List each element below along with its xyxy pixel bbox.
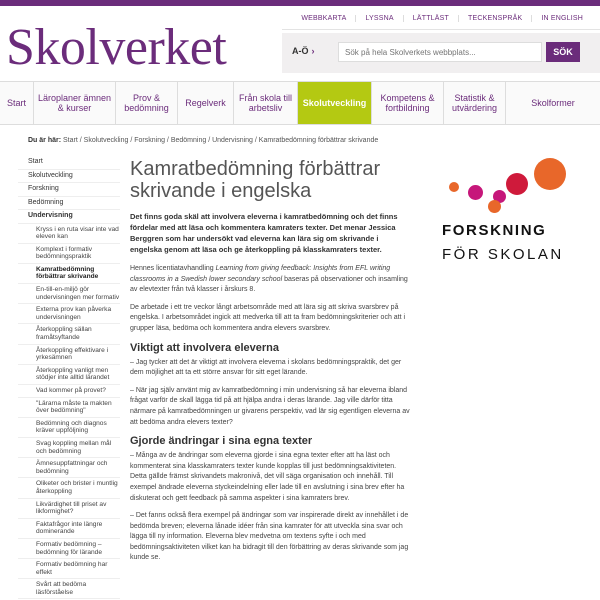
util-teckensprak[interactable]: TECKENSPRÅK (458, 15, 531, 22)
skolverket-logo[interactable]: Skolverket (6, 19, 227, 76)
for-skolan-text: FÖR SKOLAN (442, 246, 564, 263)
util-in-english[interactable]: IN ENGLISH (531, 15, 592, 22)
logo-dot (534, 158, 566, 190)
sidebar-subitem[interactable]: Återkoppling sällan framåtsyftande (18, 324, 120, 344)
nav-skolutveckling[interactable]: Skolutveckling (298, 82, 372, 124)
search-button[interactable]: SÖK (546, 42, 580, 62)
logo-dot (449, 182, 459, 192)
sidebar-item-skolutveckling[interactable]: Skolutveckling (18, 170, 120, 184)
sidebar-subitem[interactable]: Svag koppling mellan mål och bedömning (18, 438, 120, 458)
breadcrumb-start[interactable]: Start (63, 137, 78, 144)
nav-kompetens[interactable]: Kompetens & fortbildning (372, 82, 444, 124)
sidebar-subitem[interactable]: "Lärarna måste ta makten över bedömning" (18, 398, 120, 418)
article-paragraph: – Många av de ändringar som eleverna gjorde i sina egna texter efter att ha läst och kommenterat sina klasskamraters texter kunde kopplas till just bedömningsaktiviteten. Detta gällde främst skrivandets makronivå, det vill säga organisation och innehåll. Till exempel ändrade eleverna styckeindelning eller lade till en avslutning i sina brev efter ha diskuterat och gett feedback på samma aspekter i sina kamraters brev. (130, 452, 405, 502)
nav-prov-bedomning[interactable]: Prov & bedömning (116, 82, 178, 124)
sidebar-subitem[interactable]: Vad kommer på provet? (18, 385, 120, 398)
sidebar-item-start[interactable]: Start (18, 156, 120, 170)
nav-regelverk[interactable]: Regelverk (178, 82, 234, 124)
nav-fran-skola[interactable]: Från skola till arbetsliv (234, 82, 298, 124)
sidebar-item-bedomning[interactable]: Bedömning (18, 197, 120, 211)
sidebar-subitem[interactable]: Faktafrågor inte längre dominerande (18, 519, 120, 539)
article-paragraph: Hennes licentiatavhandling Learning from giving feedback: Insights from EFL writing classrooms in a Swedish lower secondary school baseras på observationer och insamling av elevtexter från två klasser i årskurs 8. (130, 265, 408, 294)
search-input[interactable] (338, 42, 542, 62)
chevron-right-icon: › (311, 46, 315, 56)
sidebar-subitem[interactable]: Oliketer och brister i muntlig återkoppling (18, 478, 120, 498)
top-accent-bar (0, 0, 600, 6)
article-paragraph: – Det fanns också flera exempel på ändringar som var inspirerade direkt av innehållet i de bedömda breven; eleverna lånade idéer från sina kamrater för att utveckla sina svar och lägga till ny information. Eleverna blev medvetna om textens syfte i och med bedömningsaktiviteten vilket kan ha bidragit till den förbättring av deras skrivande som jag kunde se. (130, 512, 409, 562)
sidebar-subitem[interactable]: Externa prov kan påverka undervisningen (18, 304, 120, 324)
sidebar-subitem[interactable]: Återkoppling effektivare i yrkesämnen (18, 345, 120, 365)
sidebar-subitem[interactable]: Kryss i en ruta visar inte vad eleven kan (18, 224, 120, 244)
a-o-index-link[interactable]: A-Ö › (292, 46, 315, 56)
logo-dot (488, 200, 501, 213)
nav-laroplaner[interactable]: Läroplaner ämnen & kurser (34, 82, 116, 124)
breadcrumb-label: Du är här: (28, 137, 62, 144)
sidebar-subitem[interactable]: Formativ bedömning – bedömning för lärande (18, 539, 120, 559)
nav-skolformer[interactable]: Skolformer (531, 98, 575, 108)
breadcrumb: Du är här: Start / Skolutveckling / Forskning / Bedömning / Undervisning / Kamratbedömning förbättrar skrivande (28, 137, 379, 144)
utility-bar (282, 8, 600, 30)
sidebar-item-forskning[interactable]: Forskning (18, 183, 120, 197)
main-nav (0, 81, 600, 125)
breadcrumb-bedomning[interactable]: Bedömning (170, 137, 207, 144)
article (130, 158, 410, 571)
page-title: Kamratbedömning förbättrar skrivande i engelska (130, 158, 381, 202)
sidebar-subitem[interactable]: En-till-en-miljö gör undervisningen mer formativ (18, 284, 120, 304)
forskning-text: FORSKNING (442, 222, 547, 239)
article-lead: Det finns goda skäl att involvera eleverna i kamratbedömning och det finns fördelar med att läsa och kommentera kamraters texter. Det menar Jessica Berggren som har undersökt vad eleverna kan lära sig om skrivande i engelska genom att läsa och ge återkoppling på klasskamraters texter. (130, 212, 398, 254)
sidebar-subitem[interactable]: Svårt att bedöma läsförståelse (18, 579, 120, 599)
breadcrumb-skolutveckling[interactable]: Skolutveckling (83, 137, 129, 144)
article-paragraph: De arbetade i ett tre veckor långt arbetsområde med att lära sig att skriva svarsbrev på engelska. I arbetsområdet ingick att medverka till att ta fram bedömningskriterier och att i grupper läsa, bedöma och kommentera andra elevers svarsbrev. (130, 303, 406, 332)
sidebar-subitem[interactable]: Bedömning och diagnos kräver uppföljning (18, 418, 120, 438)
logo-dot (468, 185, 483, 200)
sidebar-subitem[interactable]: Komplext i formativ bedömningspraktik (18, 244, 120, 264)
breadcrumb-forskning[interactable]: Forskning (134, 137, 165, 144)
section-heading: Gjorde ändringar i sina egna texter (130, 435, 313, 448)
util-lyssna[interactable]: LYSSNA (355, 15, 402, 22)
sidebar-subitem[interactable]: Likvärdighet till priset av likformighet? (18, 499, 120, 519)
sidebar-subitem[interactable]: Formativ bedömning har effekt (18, 559, 120, 579)
article-paragraph: – Jag tycker att det är viktigt att involvera eleverna i skolans bedömningspraktik, det ger dem möjlighet att ta ett större ansvar för sitt eget lärande. (130, 358, 402, 377)
nav-statistik[interactable]: Statistik & utvärdering (444, 82, 506, 124)
nav-start[interactable]: Start (0, 82, 34, 124)
article-paragraph: – När jag själv använt mig av kamratbedömning i min undervisning så har eleverna ibland frågat varför de skall lägga tid på att hjälpa andra i deras lärande. Jag ville därför titta närmare på kamratbedömningen ur givarens perspektiv, vad lär sig egentligen eleverna av att bedöma andra elevers texter? (130, 386, 410, 426)
logo-dot (506, 173, 528, 195)
sidebar-subitem-current[interactable]: Kamratbedömning förbättrar skrivande (18, 264, 120, 284)
sidebar-item-undervisning[interactable]: Undervisning (18, 210, 120, 224)
sidebar-nav (18, 156, 120, 599)
util-lattlast[interactable]: LÄTTLÄST (403, 15, 458, 22)
sidebar-subitem[interactable]: Återkoppling vanligt men stödjer inte alltid lärandet (18, 365, 120, 385)
breadcrumb-current: Kamratbedömning förbättrar skrivande (258, 137, 379, 144)
section-heading: Viktigt att involvera eleverna (130, 341, 279, 354)
util-webbkarta[interactable]: WEBBKARTA (301, 15, 347, 22)
sidebar-subitem[interactable]: Ämnesuppfattningar och bedömning (18, 458, 120, 478)
search-area (282, 33, 600, 73)
breadcrumb-undervisning[interactable]: Undervisning (212, 137, 253, 144)
